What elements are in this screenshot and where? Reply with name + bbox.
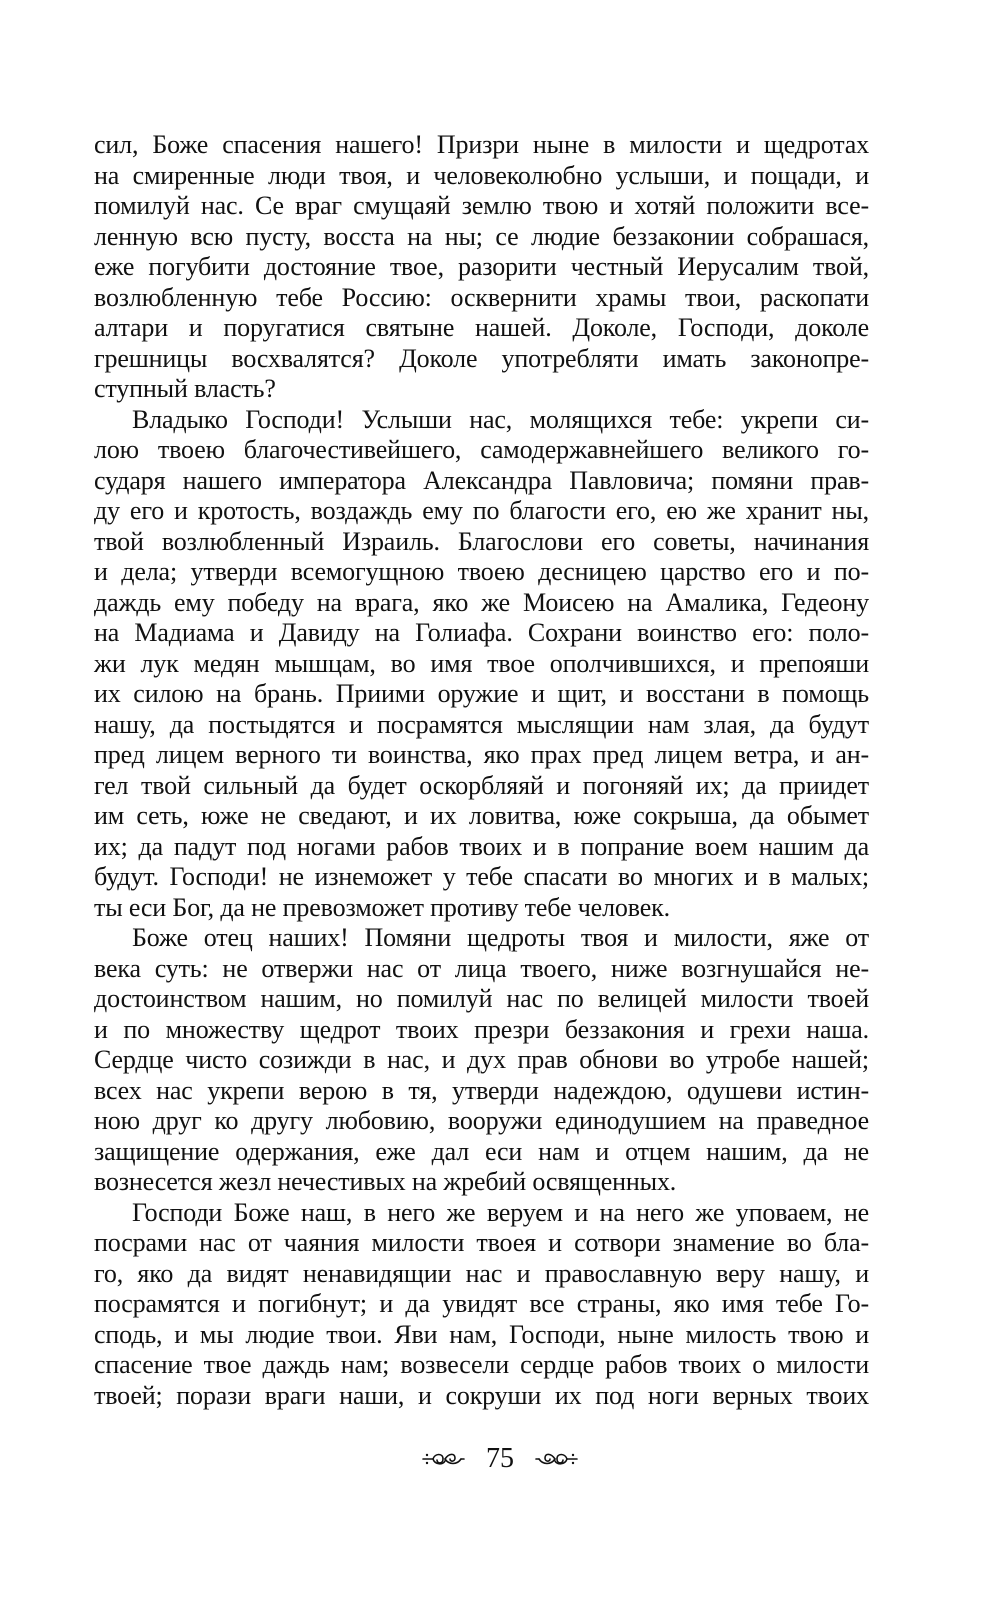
text-line: помилуй нас. Се враг смущаяй землю твою и хотяй положити все- xyxy=(94,191,869,220)
text-line: ты еси Бог, да не превозможет противу тебе человек. xyxy=(94,892,670,922)
text-line: еже погубити достояние твое, разорити честный Иерусалим твой, xyxy=(94,252,869,281)
text-line: твой возлюбленный Израиль. Благослови его советы, начинания xyxy=(94,526,869,556)
text-line: ною друг ко другу любовию, вооружи единодушием на праведное xyxy=(94,1106,869,1135)
page-footer xyxy=(0,1437,1000,1477)
text-line: достоинством нашим, но помилуй нас по велицей милости твоей xyxy=(94,984,869,1013)
text-line: их; да падут под ногами рабов твоих и в попрание воем нашим да xyxy=(94,831,869,861)
paragraph xyxy=(94,405,869,924)
text-line: твоей; порази враги наши, и сокруши их под ноги верных твоих xyxy=(94,1380,869,1410)
text-line: сил, Боже спасения нашего! Призри ныне в милости и щедротах xyxy=(94,130,869,159)
text-line: на смиренные люди твоя, и человеколюбно услыши, и пощади, и xyxy=(94,160,869,190)
text-line: спасение твое даждь нам; возвесели сердце рабов твоих о милости xyxy=(94,1350,869,1379)
text-line: и по множеству щедрот твоих презри беззакония и грехи наша. xyxy=(94,1014,869,1044)
text-line: защищение одержания, еже дал еси нам и отцем нашим, да не xyxy=(94,1136,869,1166)
text-line: алтари и поругатися святыне нашей. Доколе, Господи, доколе xyxy=(94,313,869,342)
text-line: им сеть, юже не сведают, и их ловитва, юже сокрыша, да обымет xyxy=(94,801,869,830)
text-line: жи лук медян мышцам, во имя твое ополчившихся, и препояши xyxy=(94,648,869,678)
page-number: 75 xyxy=(486,1442,514,1474)
text-line: на Мадиама и Давиду на Голиафа. Сохрани воинство его: поло- xyxy=(94,618,869,647)
text-line: Боже отец наших! Помяни щедроты твоя и милости, яже от xyxy=(132,923,869,952)
text-line: пред лицем верного ти воинства, яко прах пред лицем ветра, и ан- xyxy=(94,740,869,769)
text-line: Сердце чисто созижди в нас, и дух прав обнови во утробе нашей; xyxy=(94,1045,869,1074)
paragraph xyxy=(94,923,869,1198)
text-line: Господи Боже наш, в него же веруем и на него же уповаем, не xyxy=(132,1197,869,1227)
text-line: посрамятся и погибнут; и да увидят все страны, яко имя тебе Го- xyxy=(94,1289,869,1318)
text-line: ступный власть? xyxy=(94,374,276,403)
text-line: века суть: не отвержи нас от лица твоего, ниже возгнушайся не- xyxy=(94,953,869,983)
paragraph xyxy=(94,1198,869,1412)
paragraph xyxy=(94,130,869,405)
text-line: лою твоею благочестивейшего, самодержавнейшего великого го- xyxy=(94,435,869,464)
text-line: грешницы восхвалятся? Доколе употребляти имать законопре- xyxy=(94,343,869,373)
page-text xyxy=(94,130,869,1411)
text-line: посрами нас от чаяния милости твоея и сотвори знамение во бла- xyxy=(94,1228,869,1257)
text-line: сударя нашего императора Александра Павловича; помяни прав- xyxy=(94,465,869,495)
text-line: ду его и кротость, воздаждь ему по благости его, ею же хранит ны, xyxy=(94,496,869,525)
text-line: нашу, да постыдятся и посрамятся мыслящии нам злая, да будут xyxy=(94,709,869,739)
text-line: сподь, и мы людие твои. Яви нам, Господи, ныне милость твою и xyxy=(94,1319,869,1349)
text-line: и дела; утверди всемогущною твоею десницею царство его и по- xyxy=(94,557,869,586)
text-line: их силою на брань. Приими оружие и щит, и восстани в помощь xyxy=(94,679,869,708)
text-line: Владыко Господи! Услыши нас, молящихся тебе: укрепи си- xyxy=(132,404,869,434)
fleuron-icon xyxy=(535,1449,579,1469)
text-line: возлюбленную тебе Россию: осквернити храмы твои, раскопати xyxy=(94,282,869,312)
text-line: гел твой сильный да будет оскорбляяй и погоняяй их; да приидет xyxy=(94,770,869,800)
text-line: всех нас укрепи верою в тя, утверди надеждою, одушеви истин- xyxy=(94,1075,869,1105)
text-line: даждь ему победу на врага, яко же Моисею на Амалика, Гедеону xyxy=(94,587,869,617)
text-line: ленную всю пусту, восста на ны; се людие беззаконии собрашася, xyxy=(94,221,869,251)
fleuron-icon xyxy=(421,1449,465,1469)
text-line: будут. Господи! не изнеможет у тебе спасати во многих и в малых; xyxy=(94,862,869,891)
text-line: вознесется жезл нечестивых на жребий освященных. xyxy=(94,1167,677,1196)
text-line: го, яко да видят ненавидящии нас и православную веру нашу, и xyxy=(94,1258,869,1288)
